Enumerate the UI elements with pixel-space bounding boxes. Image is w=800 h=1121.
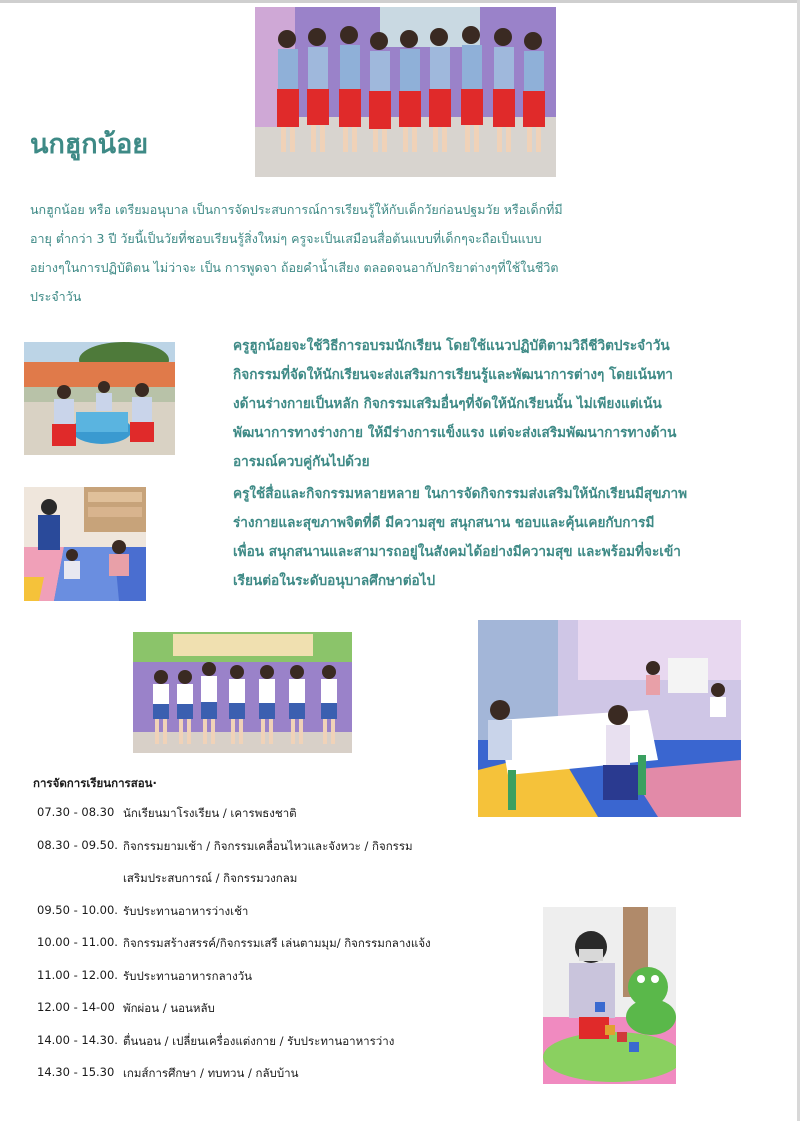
schedule-activity: กิจกรรมสร้างสรรค์/กิจกรรมเสรี เล่นตามมุม/ กิจกรรมกลางแจ้ง [123, 936, 431, 950]
paragraph-line: เพื่อน สนุกสนานและสามารถอยู่ในสังคมได้อย่างมีความสุข และพร้อมที่จะเข้า [233, 544, 681, 560]
schedule-activity: พักผ่อน / นอนหลับ [123, 1001, 215, 1015]
schedule-time: 11.00 - 12.00. [37, 967, 118, 982]
intro-line: นกฮูกน้อย หรือ เตรียมอนุบาล เป็นการจัดประสบการณ์การเรียนรู้ให้กับเด็กวัยก่อนปฐมวัย หรือเด็กที่มี [30, 202, 563, 217]
intro-line: ประจำวัน [30, 289, 82, 304]
playroom-photo [24, 487, 146, 601]
schedule-heading: การจัดการเรียนการสอน· [33, 776, 157, 790]
water-play-photo [24, 342, 175, 455]
schedule-time: 14.30 - 15.30 [37, 1065, 115, 1079]
paragraph-line: กิจกรรมที่จัดให้นักเรียนจะส่งเสริมการเรียนรู้และพัฒนาการต่างๆ โดยเน้นทา [233, 367, 673, 383]
classroom-photo [478, 620, 741, 817]
paragraph-line: เรียนต่อในระดับอนุบาลศึกษาต่อไป [233, 573, 436, 589]
schedule-activity: เกมส์การศึกษา / ทบทวน / กลับบ้าน [123, 1066, 299, 1080]
paragraph-line: อารมณ์ควบคู่กันไปด้วย [233, 454, 370, 470]
paragraph-line: ครูใช้สื่อและกิจกรรมหลายหลาย ในการจัดกิจกรรมส่งเสริมให้นักเรียนมีสุขภาพ [233, 486, 688, 502]
schedule-row [37, 968, 537, 1001]
schedule-activity: รับประทานอาหารว่างเช้า [123, 903, 249, 918]
schedule-row [37, 1065, 537, 1098]
schedule-time: 08.30 - 09.50. [37, 837, 118, 852]
page-top-rule [0, 0, 800, 3]
paragraph-line: งด้านร่างกายเป็นหลัก กิจกรรมเสริมอื่นๆที่จัดให้นักเรียนนั้น ไม่เพียงแต่เน้น [233, 396, 662, 412]
media-activities-paragraph [233, 480, 733, 596]
students-line-photo [255, 7, 556, 177]
schedule-activity: รับประทานอาหารกลางวัน [123, 968, 253, 983]
schedule-time: 09.50 - 10.00. [37, 902, 118, 917]
schedule-row [37, 935, 537, 968]
children-artwork-photo [133, 632, 352, 753]
schedule-activity: นักเรียนมาโรงเรียน / เคารพธงชาติ [123, 806, 297, 820]
schedule-time: 07.30 - 08.30 [37, 805, 115, 819]
paragraph-line: ครูฮูกน้อยจะใช้วิธีการอบรมนักเรียน โดยใช้แนวปฏิบัติตามวิถีชีวิตประจำวัน [233, 338, 670, 354]
schedule-row [37, 838, 537, 871]
schedule-row [37, 870, 537, 903]
intro-paragraph [30, 195, 650, 311]
daily-schedule [37, 805, 537, 1098]
schedule-time: 10.00 - 11.00. [37, 935, 118, 949]
schedule-row [37, 805, 537, 838]
intro-line: อย่างๆในการปฏิบัติตน ไม่ว่าจะ เป็น การพูดจา ถ้อยคำน้ำเสียง ตลอดจนอากัปกริยาต่างๆที่ใช้ในชีวิต [30, 260, 559, 275]
child-blocks-photo [543, 907, 676, 1084]
intro-line: อายุ ต่ำกว่า 3 ปี วัยนี้เป็นวัยที่ชอบเรียนรู้สิ่งใหม่ๆ ครูจะเป็นเสมือนสื่อต้นแบบที่เด็กๆจะถือเป็นแบบ [30, 231, 542, 246]
schedule-activity: ตื่นนอน / เปลี่ยนเครื่องแต่งกาย / รับประทานอาหารว่าง [123, 1033, 395, 1048]
schedule-time: 14.00 - 14.30. [37, 1032, 118, 1047]
teaching-approach-paragraph [233, 332, 733, 477]
schedule-time: 12.00 - 14-00 [37, 1000, 115, 1014]
schedule-row [37, 1033, 537, 1066]
page-title: นกฮูกน้อย [30, 129, 149, 160]
paragraph-line: ร่างกายและสุขภาพจิตที่ดี มีความสุข สนุกสนาน ชอบและคุ้นเคยกับการมี [233, 515, 655, 531]
paragraph-line: พัฒนาการทางร่างกาย ให้มีร่างการแข็งแรง แต่จะส่งเสริมพัฒนาการทางด้าน [233, 425, 677, 441]
schedule-activity: กิจกรรมยามเช้า / กิจกรรมเคลื่อนไหวและจังหวะ / กิจกรรม [123, 838, 413, 853]
schedule-row [37, 903, 537, 936]
schedule-row [37, 1000, 537, 1033]
schedule-activity: เสริมประสบการณ์ / กิจกรรมวงกลม [123, 871, 298, 885]
